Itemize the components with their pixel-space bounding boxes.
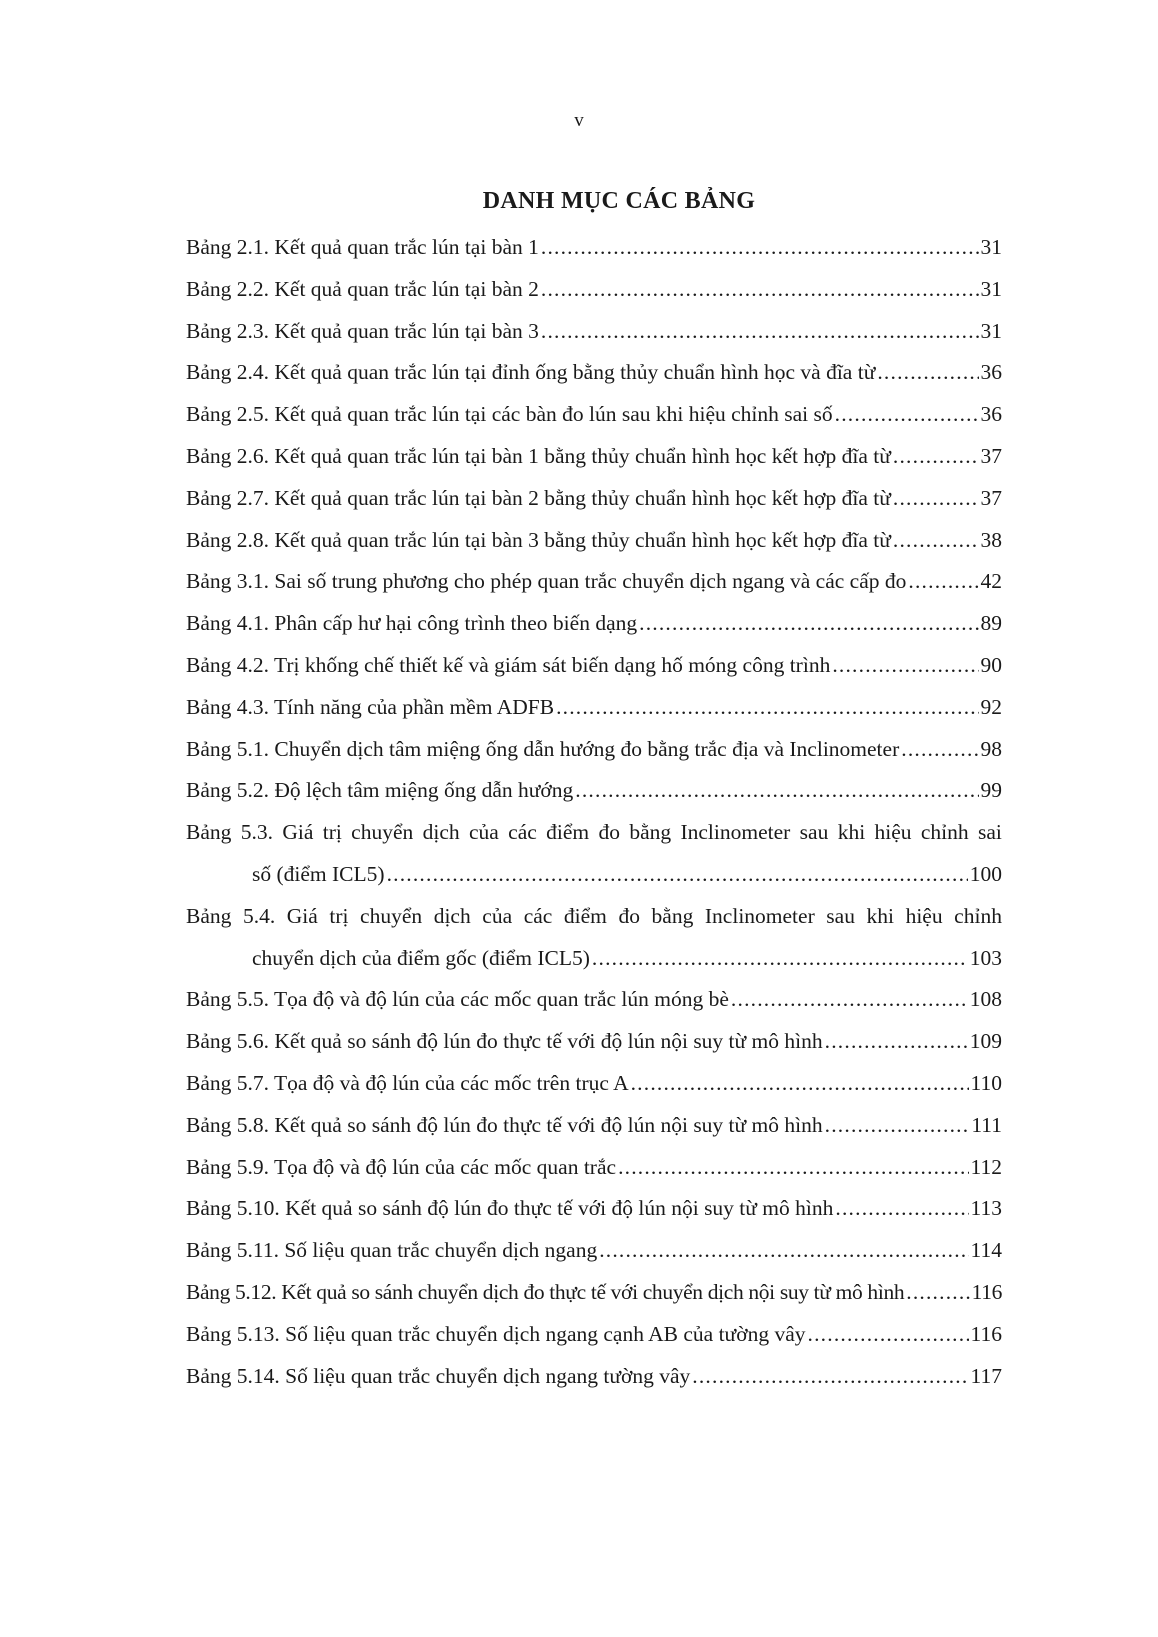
- toc-leader-dots: [575, 770, 978, 812]
- word: sau: [799, 820, 829, 845]
- toc-entry[interactable]: [186, 645, 1002, 687]
- toc-entry-page: 116: [970, 1321, 1002, 1346]
- toc-entry-page: 31: [980, 235, 1002, 259]
- word: dịch: [422, 820, 460, 845]
- toc-leader-dots: [906, 1272, 969, 1314]
- toc-entry[interactable]: [186, 352, 1002, 394]
- toc-entry-label: Bảng 2.5. Kết quả quan trắc lún tại các bàn đo lún sau khi hiệu chỉnh sai số: [186, 402, 833, 427]
- toc-entry-page: 110: [970, 1070, 1002, 1095]
- toc-entry[interactable]: [186, 1356, 1002, 1398]
- toc-entry[interactable]: [186, 311, 1002, 353]
- toc-entry[interactable]: [186, 436, 1002, 478]
- toc-entry-page: 117: [970, 1363, 1002, 1388]
- word: điểm: [546, 820, 590, 845]
- word: của: [482, 903, 513, 928]
- toc-entry-label: Bảng 2.2. Kết quả quan trắc lún tại bàn 2: [186, 276, 539, 301]
- toc-leader-dots: [908, 561, 978, 603]
- toc-entry-page: 108: [969, 987, 1002, 1012]
- toc-entry-label: Bảng 5.5. Tọa độ và độ lún của các mốc quan trắc lún móng bè: [186, 987, 729, 1012]
- word: Inclinometer: [704, 903, 815, 928]
- toc-entry-page: 31: [980, 276, 1002, 301]
- toc-entry-multiline[interactable]: [186, 812, 1002, 896]
- toc-entry-page: 100: [969, 861, 1002, 886]
- toc-entry-page: 116: [971, 1279, 1002, 1304]
- toc-entry[interactable]: [186, 478, 1002, 520]
- toc-entry[interactable]: [186, 687, 1002, 729]
- toc-entry[interactable]: [186, 227, 1002, 269]
- toc-entry-label: Bảng 5.12. Kết quả so sánh chuyển dịch đo thực tế với chuyển dịch nội suy từ mô hình: [186, 1279, 905, 1304]
- toc-entry-line2: [186, 938, 1002, 980]
- toc-leader-dots: [893, 436, 979, 478]
- toc-entry-label: Bảng 4.1. Phân cấp hư hại công trình theo biến dạng: [186, 611, 638, 636]
- toc-entry[interactable]: [186, 770, 1002, 812]
- toc-leader-dots: [877, 352, 978, 394]
- toc-entry-page: 36: [980, 360, 1002, 385]
- toc-entry-label: Bảng 5.13. Số liệu quan trắc chuyển dịch ngang cạnh AB của tường vây: [186, 1321, 806, 1346]
- word: Bảng: [186, 820, 232, 845]
- toc-entry-line2: [186, 854, 1002, 896]
- toc-entry-label: Bảng 5.2. Độ lệch tâm miệng ống dẫn hướng: [186, 778, 574, 803]
- word: Inclinometer: [680, 820, 791, 845]
- toc-entry[interactable]: [186, 1021, 1002, 1063]
- toc-entry[interactable]: [186, 1147, 1002, 1189]
- toc-entry-line1: [186, 812, 1002, 854]
- toc-entry-label: Bảng 4.3. Tính năng của phần mềm ADFB: [186, 694, 555, 719]
- toc-entry[interactable]: [186, 1314, 1002, 1356]
- toc-entry-label: Bảng 2.6. Kết quả quan trắc lún tại bàn 1 bằng thủy chuẩn hình học kết hợp đĩa từ: [186, 443, 891, 468]
- toc-entry-label: Bảng 3.1. Sai số trung phương cho phép quan trắc chuyển dịch ngang và các cấp đo: [186, 569, 907, 594]
- word: khi: [837, 820, 866, 845]
- toc-entry-page: 37: [980, 443, 1002, 468]
- toc-entry-page: 90: [980, 652, 1002, 677]
- toc-entry-line1: [186, 896, 1002, 938]
- toc-entry-page: 38: [980, 527, 1002, 552]
- table-list: [186, 227, 1002, 1397]
- word: bằng: [629, 820, 672, 845]
- toc-entry-page: 92: [980, 694, 1002, 719]
- toc-entry-page: 109: [969, 1029, 1002, 1054]
- toc-entry-page: 112: [970, 1154, 1002, 1179]
- toc-entry-page: 36: [980, 402, 1002, 427]
- toc-entry-page: 103: [969, 945, 1002, 970]
- word: dịch: [433, 903, 471, 928]
- word: 5.3.: [240, 820, 273, 845]
- toc-leader-dots: [835, 1188, 968, 1230]
- toc-entry-label: số (điểm ICL5): [252, 861, 385, 886]
- toc-leader-dots: [387, 854, 968, 896]
- word: trị: [329, 903, 349, 928]
- toc-leader-dots: [825, 1105, 970, 1147]
- toc-leader-dots: [592, 938, 968, 980]
- word: chuyển: [351, 820, 414, 845]
- word: Bảng: [186, 903, 232, 928]
- toc-entry[interactable]: [186, 1188, 1002, 1230]
- toc-entry-label: Bảng 2.1. Kết quả quan trắc lún tại bàn 1: [186, 235, 539, 259]
- word: sau: [826, 903, 855, 928]
- toc-leader-dots: [731, 979, 968, 1021]
- word: chuyển: [360, 903, 423, 928]
- toc-entry-label: Bảng 5.7. Tọa độ và độ lún của các mốc trên trục A: [186, 1070, 629, 1095]
- toc-leader-dots: [541, 269, 979, 311]
- toc-entry-page: 98: [980, 736, 1002, 761]
- toc-entry[interactable]: [186, 1105, 1002, 1147]
- toc-leader-dots: [835, 394, 979, 436]
- toc-entry[interactable]: [186, 1063, 1002, 1105]
- word: 5.4.: [242, 903, 276, 928]
- toc-entry-label: Bảng 2.4. Kết quả quan trắc lún tại đỉnh ống bằng thủy chuẩn hình học và đĩa từ: [186, 360, 876, 385]
- toc-entry-label: Bảng 5.14. Số liệu quan trắc chuyển dịch ngang tường vây: [186, 1363, 691, 1388]
- toc-leader-dots: [901, 729, 978, 771]
- toc-entry-page: 31: [980, 318, 1002, 343]
- toc-entry-page: 99: [980, 778, 1002, 803]
- toc-leader-dots: [893, 520, 979, 562]
- word: bằng: [651, 903, 694, 928]
- page-number: v: [574, 110, 584, 131]
- word: đo: [598, 820, 620, 845]
- toc-entry-label: Bảng 2.3. Kết quả quan trắc lún tại bàn 3: [186, 318, 539, 343]
- word: trị: [322, 820, 342, 845]
- toc-entry-page: 37: [980, 485, 1002, 510]
- toc-entry[interactable]: [186, 561, 1002, 603]
- toc-entry-label: Bảng 5.9. Tọa độ và độ lún của các mốc quan trắc: [186, 1154, 617, 1179]
- toc-leader-dots: [618, 1147, 968, 1189]
- word: khi: [866, 903, 895, 928]
- toc-entry-page: 114: [970, 1238, 1002, 1263]
- toc-entry-page: 89: [980, 611, 1002, 636]
- toc-leader-dots: [541, 311, 979, 353]
- toc-entry[interactable]: [186, 1272, 1002, 1314]
- toc-entry[interactable]: [186, 269, 1002, 311]
- word: Giá: [282, 820, 314, 845]
- toc-entry[interactable]: [186, 603, 1002, 645]
- toc-leader-dots: [631, 1063, 969, 1105]
- toc-leader-dots: [639, 603, 978, 645]
- toc-entry-label: Bảng 2.8. Kết quả quan trắc lún tại bàn 3 bằng thủy chuẩn hình học kết hợp đĩa từ: [186, 527, 891, 552]
- toc-entry-label: chuyển dịch của điểm gốc (điểm ICL5): [252, 945, 590, 970]
- toc-entry-multiline[interactable]: [186, 896, 1002, 980]
- toc-leader-dots: [808, 1314, 969, 1356]
- page-title: DANH MỤC CÁC BẢNG: [482, 188, 756, 214]
- word: chỉnh: [954, 903, 1002, 928]
- word: các: [508, 820, 537, 845]
- word: điểm: [563, 903, 607, 928]
- word: Giá: [286, 903, 318, 928]
- toc-entry-label: Bảng 5.8. Kết quả so sánh độ lún đo thực tế với độ lún nội suy từ mô hình: [186, 1112, 823, 1137]
- toc-leader-dots: [556, 687, 978, 729]
- toc-entry-label: Bảng 5.6. Kết quả so sánh độ lún đo thực tế với độ lún nội suy từ mô hình: [186, 1029, 823, 1054]
- toc-entry[interactable]: [186, 1230, 1002, 1272]
- word: chỉnh: [920, 820, 969, 845]
- toc-entry-label: Bảng 4.2. Trị khống chế thiết kế và giám sát biến dạng hố móng công trình: [186, 652, 831, 677]
- toc-entry[interactable]: [186, 729, 1002, 771]
- toc-entry-page: 42: [980, 569, 1002, 594]
- word: của: [468, 820, 499, 845]
- word: hiệu: [905, 903, 943, 928]
- word: các: [523, 903, 553, 928]
- toc-entry-label: Bảng 5.11. Số liệu quan trắc chuyển dịch ngang: [186, 1238, 598, 1263]
- toc-entry[interactable]: [186, 520, 1002, 562]
- toc-entry-label: Bảng 5.1. Chuyển dịch tâm miệng ống dẫn hướng đo bằng trắc địa và Inclinometer: [186, 736, 900, 761]
- toc-entry[interactable]: [186, 979, 1002, 1021]
- toc-entry[interactable]: [186, 394, 1002, 436]
- toc-entry-page: 111: [971, 1112, 1002, 1137]
- toc-leader-dots: [825, 1021, 968, 1063]
- toc-leader-dots: [893, 478, 979, 520]
- toc-leader-dots: [541, 227, 979, 269]
- toc-entry-page: 113: [970, 1196, 1002, 1221]
- toc-entry-label: Bảng 2.7. Kết quả quan trắc lún tại bàn 2 bằng thủy chuẩn hình học kết hợp đĩa từ: [186, 485, 891, 510]
- toc-leader-dots: [832, 645, 978, 687]
- word: hiệu: [874, 820, 912, 845]
- toc-leader-dots: [692, 1356, 968, 1398]
- word: đo: [618, 903, 640, 928]
- toc-leader-dots: [599, 1230, 968, 1272]
- toc-entry-label: Bảng 5.10. Kết quả so sánh độ lún đo thực tế với độ lún nội suy từ mô hình: [186, 1196, 834, 1221]
- word: sai: [978, 820, 1002, 845]
